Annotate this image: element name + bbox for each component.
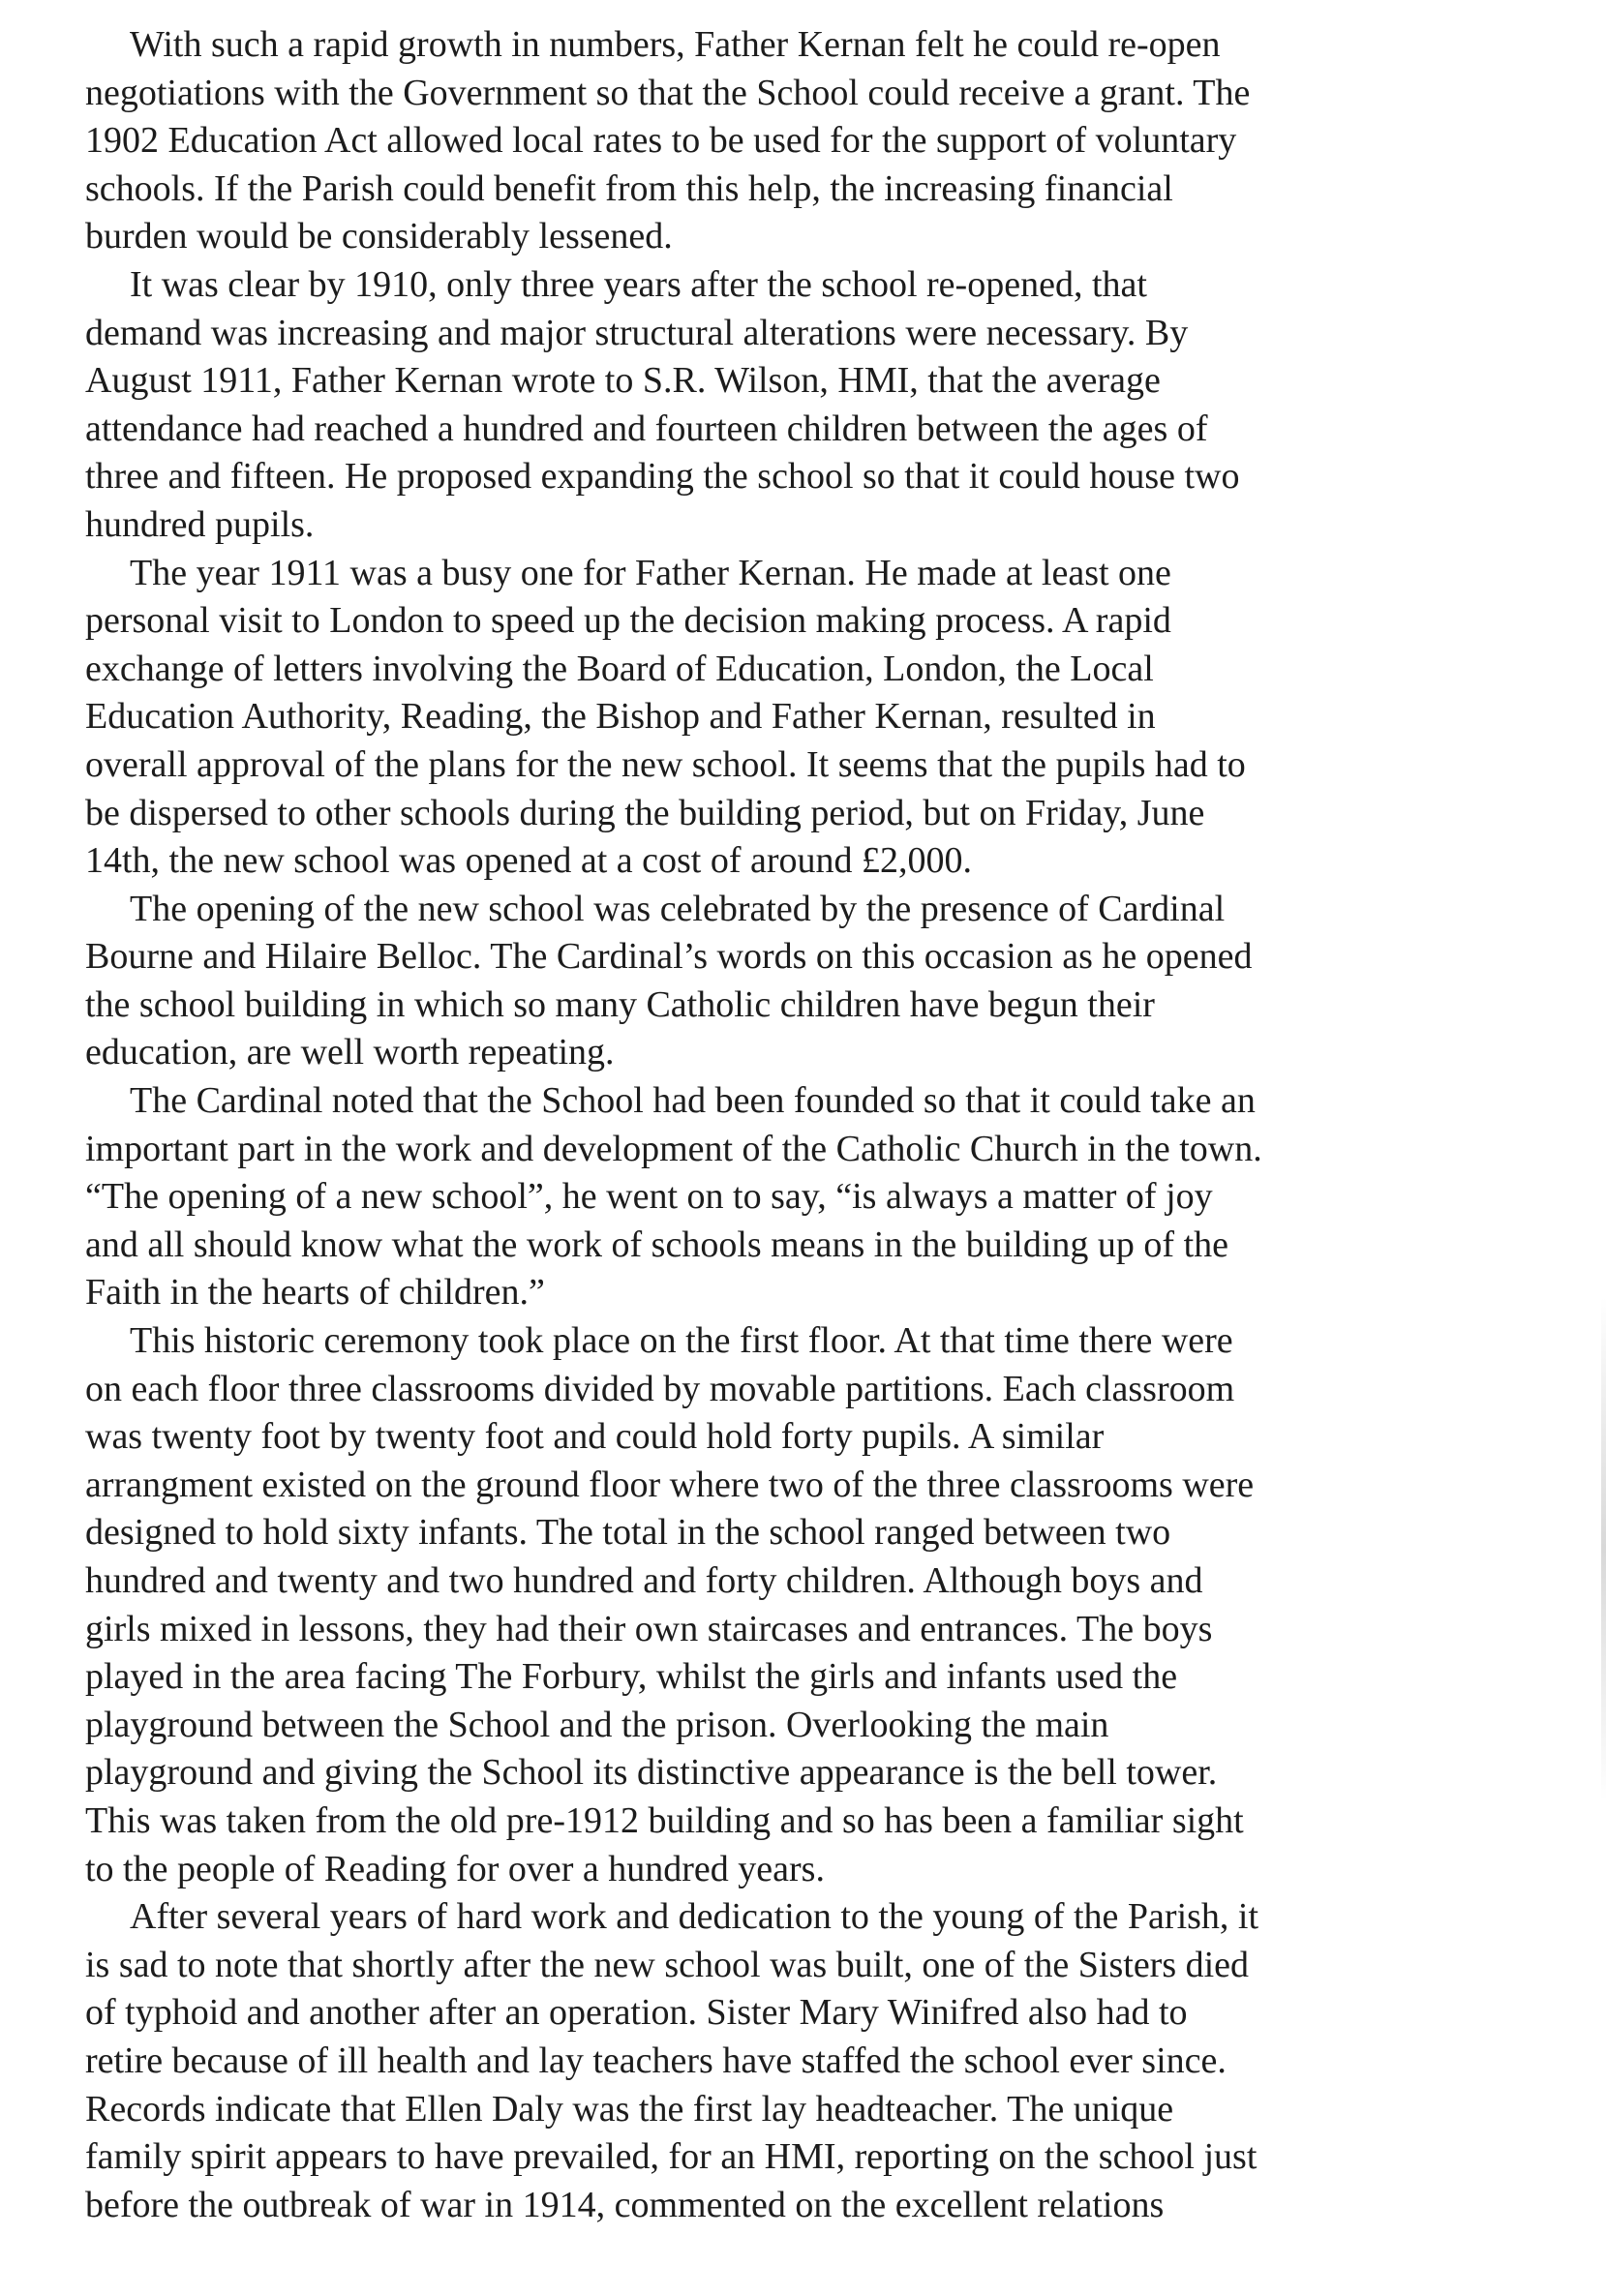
text-line: Bourne and Hilaire Belloc. The Cardinal’s words on this occasion as he opened: [85, 936, 1253, 978]
text-line: Education Authority, Reading, the Bishop and Father Kernan, resulted in: [85, 696, 1156, 738]
text-line: It was clear by 1910, only three years after the school re-opened, that: [130, 263, 1147, 305]
text-line: education, are well worth repeating.: [85, 1032, 615, 1073]
text-line: 14th, the new school was opened at a cost of around £2,000.: [85, 840, 973, 882]
text-line: overall approval of the plans for the new school. It seems that the pupils had to: [85, 743, 1246, 785]
text-line: This was taken from the old pre-1912 building and so has been a familiar sight: [85, 1799, 1244, 1841]
text-line: “The opening of a new school”, he went on to say, “is always a matter of joy: [85, 1176, 1213, 1218]
text-line: Faith in the hearts of children.”: [85, 1272, 545, 1314]
text-line: hundred and twenty and two hundred and forty children. Although boys and: [85, 1560, 1203, 1601]
text-line: playground and giving the School its distinctive appearance is the bell tower.: [85, 1752, 1218, 1794]
body-text: [85, 21, 1576, 2229]
text-line: important part in the work and development of the Catholic Church in the town.: [85, 1128, 1262, 1169]
text-line: arrangment existed on the ground floor where two of the three classrooms were: [85, 1464, 1255, 1505]
text-line: family spirit appears to have prevailed, for an HMI, reporting on the school just: [85, 2136, 1258, 2178]
text-line: After several years of hard work and dedication to the young of the Parish, it: [130, 1896, 1259, 1938]
text-line: is sad to note that shortly after the new school was built, one of the Sisters died: [85, 1944, 1250, 1985]
text-line: of typhoid and another after an operation. Sister Mary Winifred also had to: [85, 1992, 1188, 2034]
paragraph: [85, 1893, 1576, 2229]
text-line: the school building in which so many Catholic children have begun their: [85, 983, 1155, 1025]
text-line: to the people of Reading for over a hundred years.: [85, 1848, 825, 1889]
text-line: attendance had reached a hundred and fourteen children between the ages of: [85, 408, 1208, 449]
paragraph: [85, 261, 1576, 550]
paragraph: [85, 1077, 1576, 1317]
text-line: The opening of the new school was celebrated by the presence of Cardinal: [130, 888, 1226, 929]
text-line: With such a rapid growth in numbers, Father Kernan felt he could re-open: [130, 24, 1221, 65]
text-line: played in the area facing The Forbury, whilst the girls and infants used the: [85, 1656, 1178, 1698]
text-line: 1902 Education Act allowed local rates to be used for the support of voluntary: [85, 120, 1237, 162]
text-line: be dispersed to other schools during the building period, but on Friday, June: [85, 792, 1205, 833]
text-line: demand was increasing and major structural alterations were necessary. By: [85, 312, 1189, 353]
text-line: girls mixed in lessons, they had their own staircases and entrances. The boys: [85, 1608, 1213, 1649]
scan-edge-shadow: [1601, 1297, 1606, 1800]
text-line: Records indicate that Ellen Daly was the first lay headteacher. The unique: [85, 2088, 1174, 2130]
text-line: The year 1911 was a busy one for Father Kernan. He made at least one: [130, 552, 1171, 593]
text-line: The Cardinal noted that the School had been founded so that it could take an: [130, 1080, 1256, 1122]
paragraph: [85, 550, 1576, 886]
text-line: and all should know what the work of schools means in the building up of the: [85, 1224, 1228, 1265]
paragraph: [85, 886, 1576, 1077]
text-line: was twenty foot by twenty foot and could hold forty pupils. A similar: [85, 1416, 1105, 1458]
text-line: negotiations with the Government so that the School could receive a grant. The: [85, 72, 1251, 113]
text-line: schools. If the Parish could benefit from this help, the increasing financial: [85, 167, 1173, 209]
text-line: exchange of letters involving the Board of Education, London, the Local: [85, 648, 1154, 689]
text-line: before the outbreak of war in 1914, commented on the excellent relations: [85, 2184, 1165, 2225]
paragraph: [85, 21, 1576, 261]
text-line: designed to hold sixty infants. The total in the school ranged between two: [85, 1512, 1171, 1554]
text-line: playground between the School and the prison. Overlooking the main: [85, 1704, 1109, 1745]
text-line: August 1911, Father Kernan wrote to S.R. Wilson, HMI, that the average: [85, 360, 1161, 402]
text-line: on each floor three classrooms divided by movable partitions. Each classroom: [85, 1368, 1235, 1409]
text-line: personal visit to London to speed up the decision making process. A rapid: [85, 600, 1171, 642]
text-line: three and fifteen. He proposed expanding the school so that it could house two: [85, 456, 1240, 498]
text-line: hundred pupils.: [85, 503, 315, 545]
paragraph: [85, 1317, 1576, 1893]
text-line: retire because of ill health and lay teachers have staffed the school ever since.: [85, 2039, 1227, 2081]
text-line: This historic ceremony took place on the first floor. At that time there were: [130, 1320, 1233, 1362]
text-line: burden would be considerably lessened.: [85, 216, 673, 257]
